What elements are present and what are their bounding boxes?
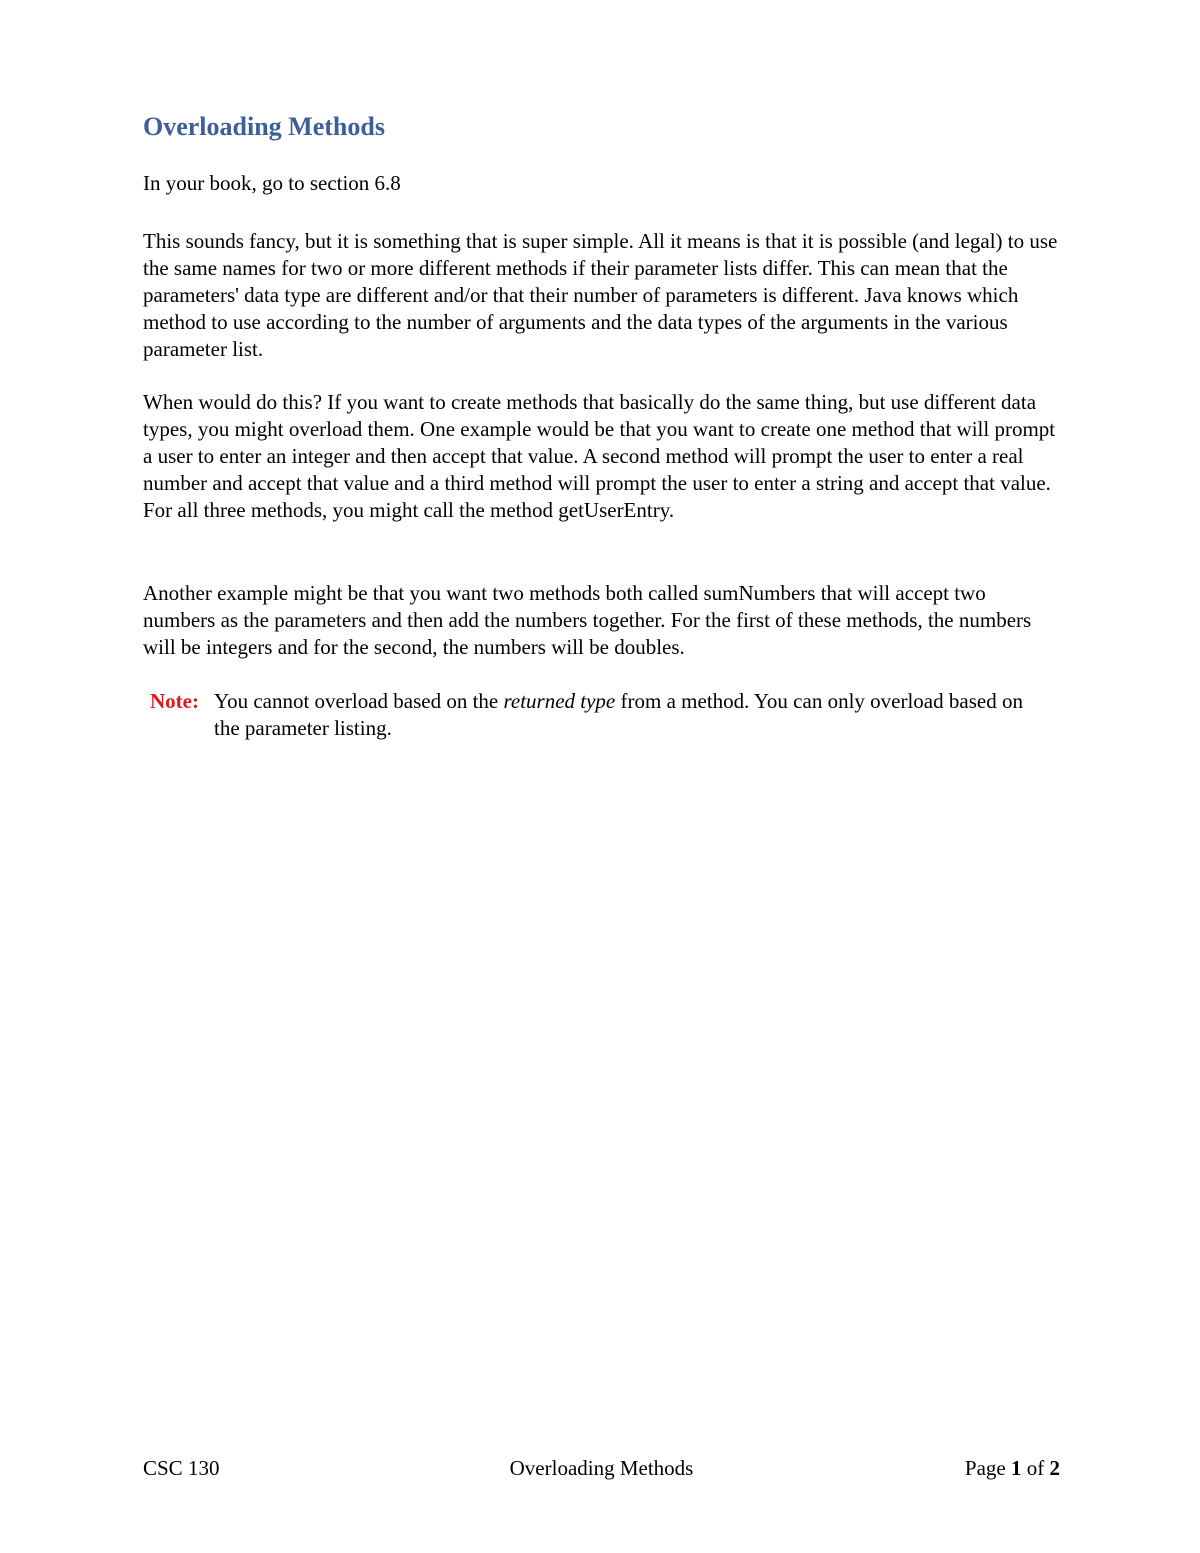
note-label: Note: (150, 689, 199, 713)
footer-page-mid: of (1021, 1456, 1050, 1480)
footer-page-current: 1 (1011, 1456, 1022, 1480)
page-title: Overloading Methods (143, 112, 385, 141)
footer-page-prefix: Page (964, 1456, 1011, 1480)
footer-page-number (965, 1456, 1060, 1481)
note-text-before: You cannot overload based on the (214, 689, 504, 713)
footer-page-total: 2 (1049, 1456, 1060, 1480)
footer-course: CSC 130 (143, 1456, 220, 1480)
note-text (214, 688, 1050, 742)
paragraph-definition: This sounds fancy, but it is something that is super simple. All it means is that it is possible (and legal) to use the same names for two or more different methods if their parameter lists differ. This can mean that the parameters' data type are different and/or that their number of parameters is different. Java knows which method to use according to the number of arguments and the data types of the arguments in the various parameter list. (143, 229, 1058, 361)
note-text-after: from a method. You can only overload based on the parameter listing. (214, 689, 1023, 740)
paragraph-book-reference: In your book, go to section 6.8 (143, 171, 401, 195)
footer-title: Overloading Methods (509, 1456, 694, 1480)
paragraph-another-example: Another example might be that you want two methods both called sumNumbers that will accept two numbers as the parameters and then add the numbers together. For the first of these methods, the numbers will be integers and for the second, the numbers will be doubles. (143, 581, 1032, 659)
paragraph-when-to-use: When would do this? If you want to create methods that basically do the same thing, but use different data types, you might overload them. One example would be that you want to create one method that will prompt a user to enter an integer and then accept that value. A second method will prompt the user to enter a real number and accept that value and a third method will prompt the user to enter a string and accept that value. For all three methods, you might call the method getUserEntry. (143, 390, 1056, 522)
note-block (150, 688, 1050, 742)
page-footer (143, 1456, 1060, 1486)
note-emphasis: returned type (503, 689, 616, 713)
